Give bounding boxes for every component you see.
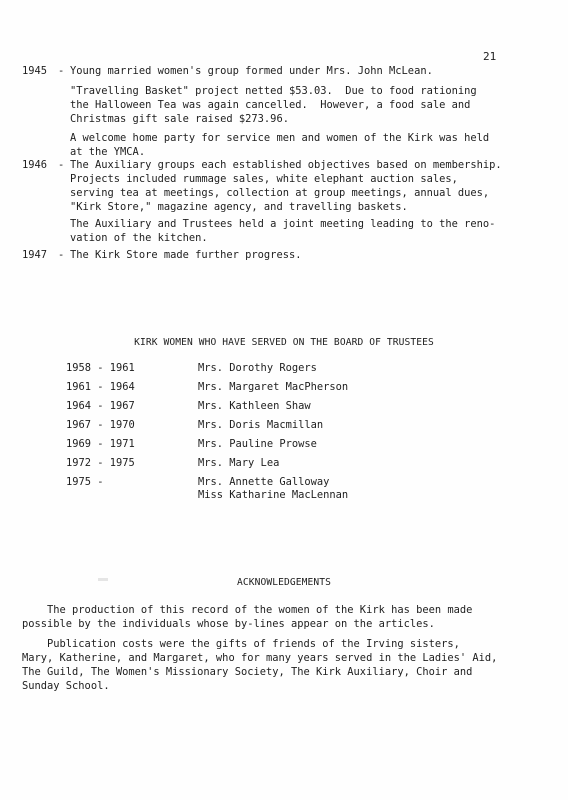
entry-line: "Travelling Basket" project netted $53.03. Due to food rationing: [70, 85, 477, 97]
acknowledgements-heading: ACKNOWLEDGEMENTS: [236, 577, 331, 588]
trustee-name: Mrs. Pauline Prowse: [198, 438, 317, 450]
trustee-years: 1975 -: [66, 476, 104, 488]
trustee-years: 1964 - 1967: [66, 400, 135, 412]
trustee-years: 1958 - 1961: [66, 362, 135, 374]
entry-line: Young married women's group formed under Mrs. John McLean.: [70, 65, 433, 77]
entry-line: A welcome home party for service men and women of the Kirk was held: [70, 132, 490, 144]
ack-line: possible by the individuals whose by-lines appear on the articles.: [22, 618, 435, 630]
entry-line: serving tea at meetings, collection at group meetings, annual dues,: [70, 187, 490, 199]
trustee-years: 1961 - 1964: [66, 381, 135, 393]
trustee-name: Mrs. Margaret MacPherson: [198, 381, 349, 393]
entry-line: The Auxiliary and Trustees held a joint meeting leading to the reno-: [70, 218, 496, 230]
trustee-name: Miss Katharine MacLennan: [198, 489, 349, 501]
entry-year-1947: 1947: [22, 249, 48, 261]
entry-line: at the YMCA.: [70, 146, 146, 158]
trustee-name: Mrs. Dorothy Rogers: [198, 362, 317, 374]
trustee-years: 1972 - 1975: [66, 457, 135, 469]
trustee-name: Mrs. Mary Lea: [198, 457, 280, 469]
entry-line: The Kirk Store made further progress.: [70, 249, 302, 261]
ack-line: The production of this record of the women of the Kirk has been made: [22, 604, 473, 616]
entry-line: The Auxiliary groups each established objectives based on membership.: [70, 159, 502, 171]
entry-year-1946: 1946: [22, 159, 48, 171]
entry-dash: -: [58, 249, 65, 261]
trustees-heading: KIRK WOMEN WHO HAVE SERVED ON THE BOARD OF TRUSTEES: [134, 337, 434, 348]
entry-line: vation of the kitchen.: [70, 232, 208, 244]
entry-line: the Halloween Tea was again cancelled. However, a food sale and: [70, 99, 471, 111]
ack-line: Mary, Katherine, and Margaret, who for many years served in the Ladies' Aid,: [22, 652, 498, 664]
trustee-name: Mrs. Annette Galloway: [198, 476, 330, 488]
trustee-years: 1969 - 1971: [66, 438, 135, 450]
ack-line: The Guild, The Women's Missionary Society, The Kirk Auxiliary, Choir and: [22, 666, 473, 678]
trustee-name: Mrs. Doris Macmillan: [198, 419, 324, 431]
trustee-years: 1967 - 1970: [66, 419, 135, 431]
entry-line: Projects included rummage sales, white elephant auction sales,: [70, 173, 458, 185]
entry-dash: -: [58, 65, 65, 77]
entry-line: Christmas gift sale raised $273.96.: [70, 113, 289, 125]
entry-dash: -: [58, 159, 65, 171]
ack-line: Sunday School.: [22, 680, 110, 692]
page-number: 21: [483, 50, 497, 63]
entry-year-1945: 1945: [22, 65, 48, 77]
trustee-name: Mrs. Kathleen Shaw: [198, 400, 311, 412]
entry-line: "Kirk Store," magazine agency, and travelling baskets.: [70, 201, 408, 213]
ack-line: Publication costs were the gifts of friends of the Irving sisters,: [22, 638, 460, 650]
